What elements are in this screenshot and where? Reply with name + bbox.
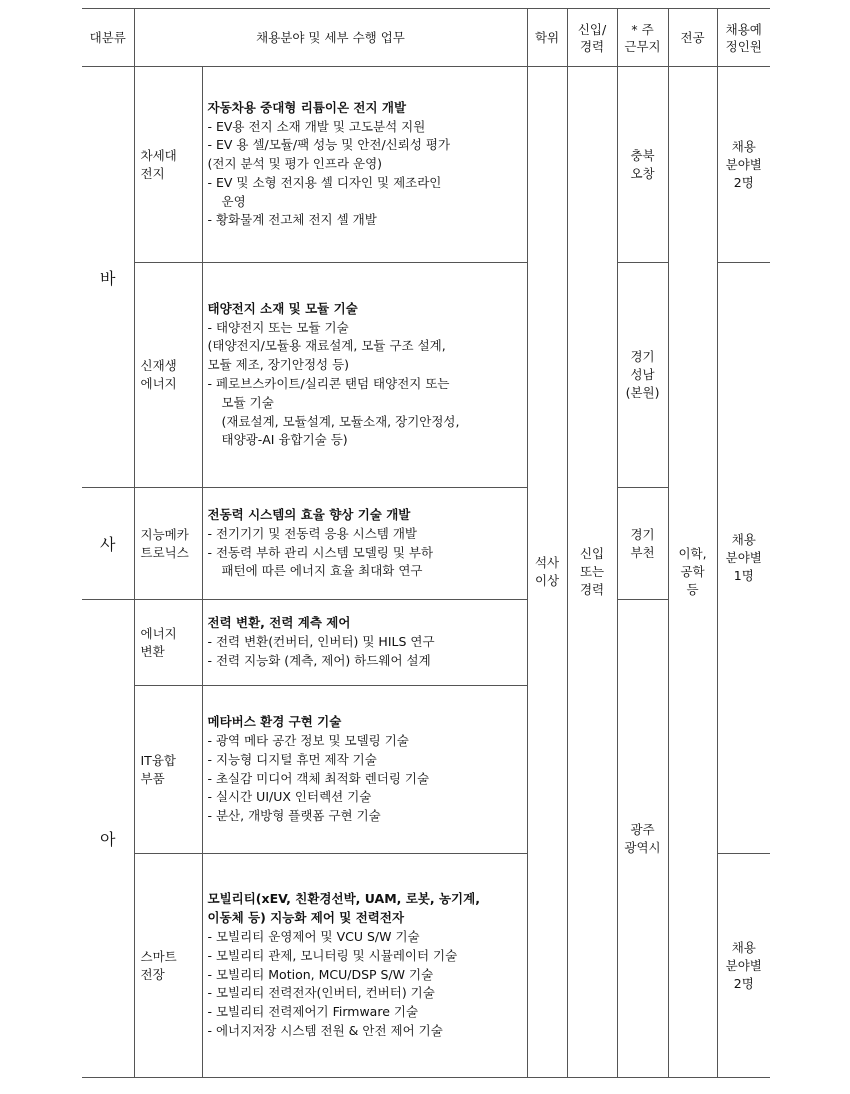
duty-cell [202, 488, 527, 600]
subfield-cell: 에너지 변환 [134, 600, 202, 686]
duty-item: - 분산, 개방형 플랫폼 구현 기술 [207, 808, 381, 824]
duty-item: - 실시간 UI/UX 인터렉션 기술 [207, 789, 372, 805]
duty-title: 전동력 시스템의 효율 향상 기술 개발 [207, 506, 411, 522]
duty-item: - 초실감 미디어 객체 최적화 렌더링 기술 [207, 770, 430, 786]
major-cell: 이학, 공학 등 [668, 67, 717, 1078]
duty-item: - 에너지저장 시스템 전원 & 안전 제어 기술 [207, 1022, 443, 1038]
duty-item: - 전기기기 및 전동력 응용 시스템 개발 [207, 525, 417, 541]
duty-item: - EV 및 소형 전지용 셀 디자인 및 제조라인 운영 [207, 174, 442, 209]
duty-cell [202, 263, 527, 488]
location-cell: 충북 오창 [617, 67, 668, 263]
duty-item: - 모빌리티 운영제어 및 VCU S/W 기술 [207, 928, 420, 944]
duty-item: - EV 용 셀/모듈/팩 성능 및 안전/신뢰성 평가 (전지 분석 및 평가 인프라 운영) [207, 137, 451, 172]
duty-item: - 모빌리티 관제, 모니터링 및 시뮬레이터 기술 [207, 947, 458, 963]
duty-item: - 페로브스카이트/실리콘 탠덤 태양전지 또는 모듈 기술 (재료설계, 모듈설계, 모듈소재, 장기안정성, 태양광-AI 융합기술 등) [207, 376, 460, 448]
duty-item: - 황화물계 전고체 전지 셀 개발 [207, 212, 377, 228]
degree-cell: 석사 이상 [527, 67, 567, 1078]
table-row [82, 67, 770, 263]
category-sa: 사 [82, 488, 134, 600]
header-headcount: 채용예 정인원 [717, 9, 770, 67]
header-category: 대분류 [82, 9, 134, 67]
duty-item: - 광역 메타 공간 정보 및 모델링 기술 [207, 732, 409, 748]
category-a: 아 [82, 600, 134, 1078]
location-cell: 광주 광역시 [617, 600, 668, 1078]
subfield-cell: IT융합 부품 [134, 686, 202, 854]
headcount-cell: 채용 분야별 1명 [717, 263, 770, 854]
table-row [82, 263, 770, 488]
category-ba: 바 [82, 67, 134, 488]
duty-item: - 지능형 디지털 휴먼 제작 기술 [207, 751, 377, 767]
duty-item: - EV용 전지 소재 개발 및 고도분석 지원 [207, 118, 426, 134]
duty-cell [202, 600, 527, 686]
headcount-cell: 채용 분야별 2명 [717, 854, 770, 1078]
duty-item: - 전동력 부하 관리 시스템 모델링 및 부하 패턴에 따른 에너지 효율 최대화 연구 [207, 544, 434, 579]
subfield-cell: 지능메카 트로닉스 [134, 488, 202, 600]
duty-cell [202, 67, 527, 263]
duty-title: 모빌리티(xEV, 친환경선박, UAM, 로봇, 농기계, 이동체 등) 지능화 제어 및 전력전자 [207, 891, 480, 926]
headcount-cell: 채용 분야별 2명 [717, 67, 770, 263]
header-location: * 주 근무지 [617, 9, 668, 67]
duty-title: 태양전지 소재 및 모듈 기술 [207, 300, 358, 316]
duty-item: - 모빌리티 전력제어기 Firmware 기술 [207, 1004, 419, 1020]
duty-title: 자동차용 중대형 리튬이온 전지 개발 [207, 99, 407, 115]
table-row [82, 600, 770, 686]
duty-item: - 모빌리티 Motion, MCU/DSP S/W 기술 [207, 966, 434, 982]
duty-item: - 전력 지능화 (계측, 제어) 하드웨어 설계 [207, 652, 431, 668]
duty-cell [202, 854, 527, 1078]
location-cell: 경기 부천 [617, 488, 668, 600]
header-career: 신입/ 경력 [567, 9, 617, 67]
duty-item: - 전력 변환(컨버터, 인버터) 및 HILS 연구 [207, 634, 435, 650]
header-major: 전공 [668, 9, 717, 67]
duty-item: - 태양전지 또는 모듈 기술 (태양전지/모듈용 재료설계, 모듈 구조 설계, 모듈 제조, 장기안정성 등) [207, 319, 446, 373]
duty-title: 전력 변환, 전력 계측 제어 [207, 615, 351, 631]
header-degree: 학위 [527, 9, 567, 67]
header-row [82, 9, 770, 67]
subfield-cell: 신재생 에너지 [134, 263, 202, 488]
subfield-cell: 차세대 전지 [134, 67, 202, 263]
duty-cell [202, 686, 527, 854]
subfield-cell: 스마트 전장 [134, 854, 202, 1078]
table-row [82, 488, 770, 600]
location-cell: 경기 성남 (본원) [617, 263, 668, 488]
recruitment-table [82, 8, 770, 1078]
duty-title: 메타버스 환경 구현 기술 [207, 714, 342, 730]
header-field: 채용분야 및 세부 수행 업무 [134, 9, 527, 67]
duty-item: - 모빌리티 전력전자(인버터, 컨버터) 기술 [207, 985, 435, 1001]
career-cell: 신입 또는 경력 [567, 67, 617, 1078]
